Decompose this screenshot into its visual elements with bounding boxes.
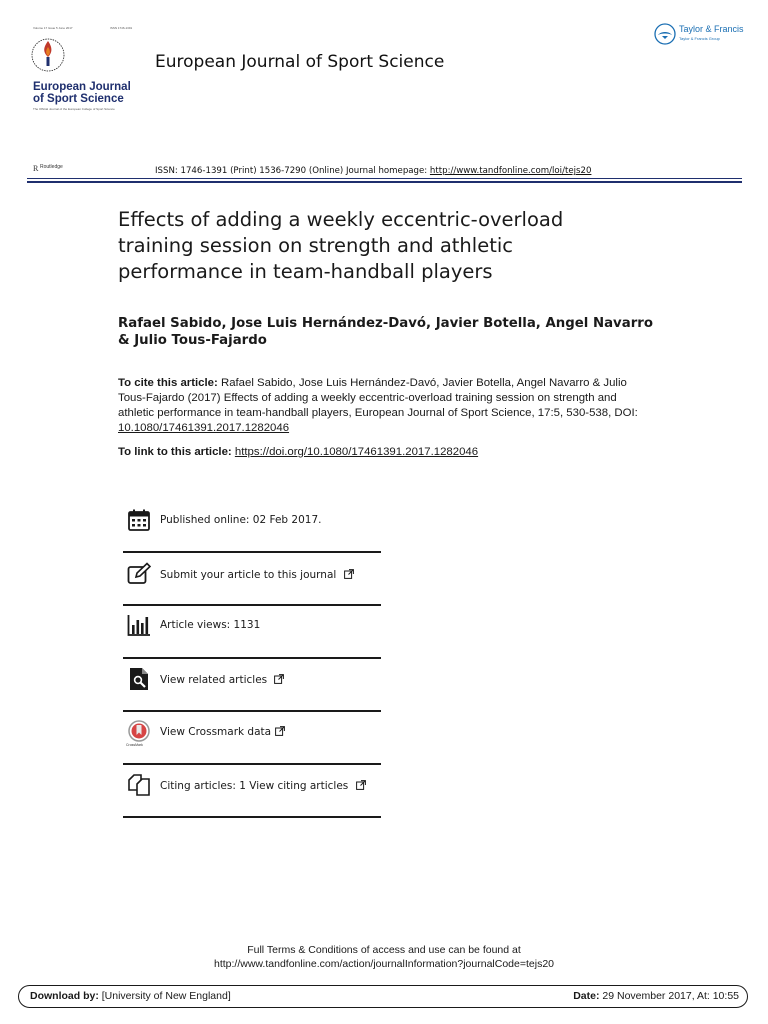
info-divider [123,551,381,553]
citation-label: To cite this article: [118,377,218,389]
cover-issn-line: ISSN 1746-1391 [110,26,133,30]
edit-icon [127,562,151,586]
download-label: Download by: [30,990,99,1002]
journal-logo-line2: of Sport Science [33,93,124,105]
citation-text: Rafael Sabido, Jose Luis Hernández-Davó, Javier Botella, Angel Navarro & Julio Tous-Fajardo (2017) Effects of adding a weekly eccentric-overload training session on strength and athletic performance in team-handball players, European Journal of Sport Science, 17:5, 530-538, DOI: [118,377,638,419]
info-divider [123,604,381,606]
issn-text: ISSN: 1746-1391 (Print) 1536-7290 (Online) Journal homepage: [155,166,430,176]
citation-doi-link[interactable]: 10.1080/17461391.2017.1282046 [118,422,290,434]
svg-text:R: R [33,164,39,172]
info-item-published [123,508,381,534]
info-item-citing[interactable] [123,773,381,799]
search-document-icon [127,667,151,691]
info-item-label[interactable] [160,674,284,686]
info-divider [123,816,381,818]
bar-chart-icon [127,613,151,637]
info-divider [123,763,381,765]
info-item-submit[interactable] [123,562,381,588]
info-item-related[interactable] [123,667,381,693]
download-value: [University of New England] [98,990,231,1002]
terms-line-2[interactable]: http://www.tandfonline.com/action/journalInformation?journalCode=tejs20 [214,958,554,970]
article-link-block [118,445,638,460]
citing-icon [127,773,151,797]
download-info-bar [18,985,748,1008]
external-link-icon [274,674,284,684]
citation-block [118,376,638,436]
article-authors: Rafael Sabido, Jose Luis Hernández-Davó, Javier Botella, Angel Navarro & Julio Tous-Fajardo [118,316,653,348]
calendar-icon [127,508,151,532]
info-item-crossmark[interactable] [123,719,381,749]
publisher-logo[interactable] [654,22,754,48]
external-link-icon [356,780,366,790]
journal-title[interactable]: European Journal of Sport Science [155,52,445,72]
article-doi-link[interactable]: https://doi.org/10.1080/17461391.2017.1282046 [234,446,479,458]
related-articles-link[interactable]: View related articles [160,674,268,686]
publisher-name: Taylor & Francis [679,24,744,34]
info-divider [123,710,381,712]
info-item-views [123,613,381,639]
journal-homepage-link[interactable]: http://www.tandfonline.com/loi/tejs20 [429,166,592,176]
ecss-flame-emblem-icon [30,33,66,77]
article-title: Effects of adding a weekly eccentric-overload training session on strength and athletic performance in team-handball players [118,208,564,283]
download-date [573,990,739,1002]
imprint-name: Routledge [40,164,63,170]
publisher-sub: Taylor & Francis Group [679,36,720,41]
header-rule-thin [27,178,742,179]
journal-logo-line1: European Journal [33,81,131,93]
info-divider [123,657,381,659]
crossmark-icon [127,720,151,744]
download-by [30,990,231,1002]
issn-line [155,166,591,176]
terms-line-1: Full Terms & Conditions of access and use can be found at [247,944,521,956]
cover-issue-line: Volume 17 Issue 5 June 2017 [33,26,73,30]
info-item-label: Article views: 1131 [160,619,261,631]
crossmark-caption: CrossMark [126,743,143,747]
external-link-icon [275,726,285,736]
routledge-r-icon [33,164,39,172]
journal-logo [28,33,138,113]
header-rule [27,181,742,183]
external-link-icon [344,569,354,579]
citing-articles-link[interactable]: Citing articles: 1 View citing articles [160,780,349,792]
crossmark-link[interactable]: View Crossmark data [160,726,272,738]
article-link-label: To link to this article: [118,446,235,458]
info-item-label[interactable] [160,726,285,738]
submit-article-link[interactable]: Submit your article to this journal [160,569,337,581]
publisher-emblem-icon [654,23,676,45]
journal-logo-tagline: The Official Journal of the European College of Sport Science [33,107,115,111]
info-item-label: Published online: 02 Feb 2017. [160,514,322,526]
info-item-label[interactable] [160,780,366,792]
date-label: Date: [573,990,600,1002]
info-item-label[interactable] [160,569,354,581]
date-value: 29 November 2017, At: 10:55 [599,990,739,1002]
